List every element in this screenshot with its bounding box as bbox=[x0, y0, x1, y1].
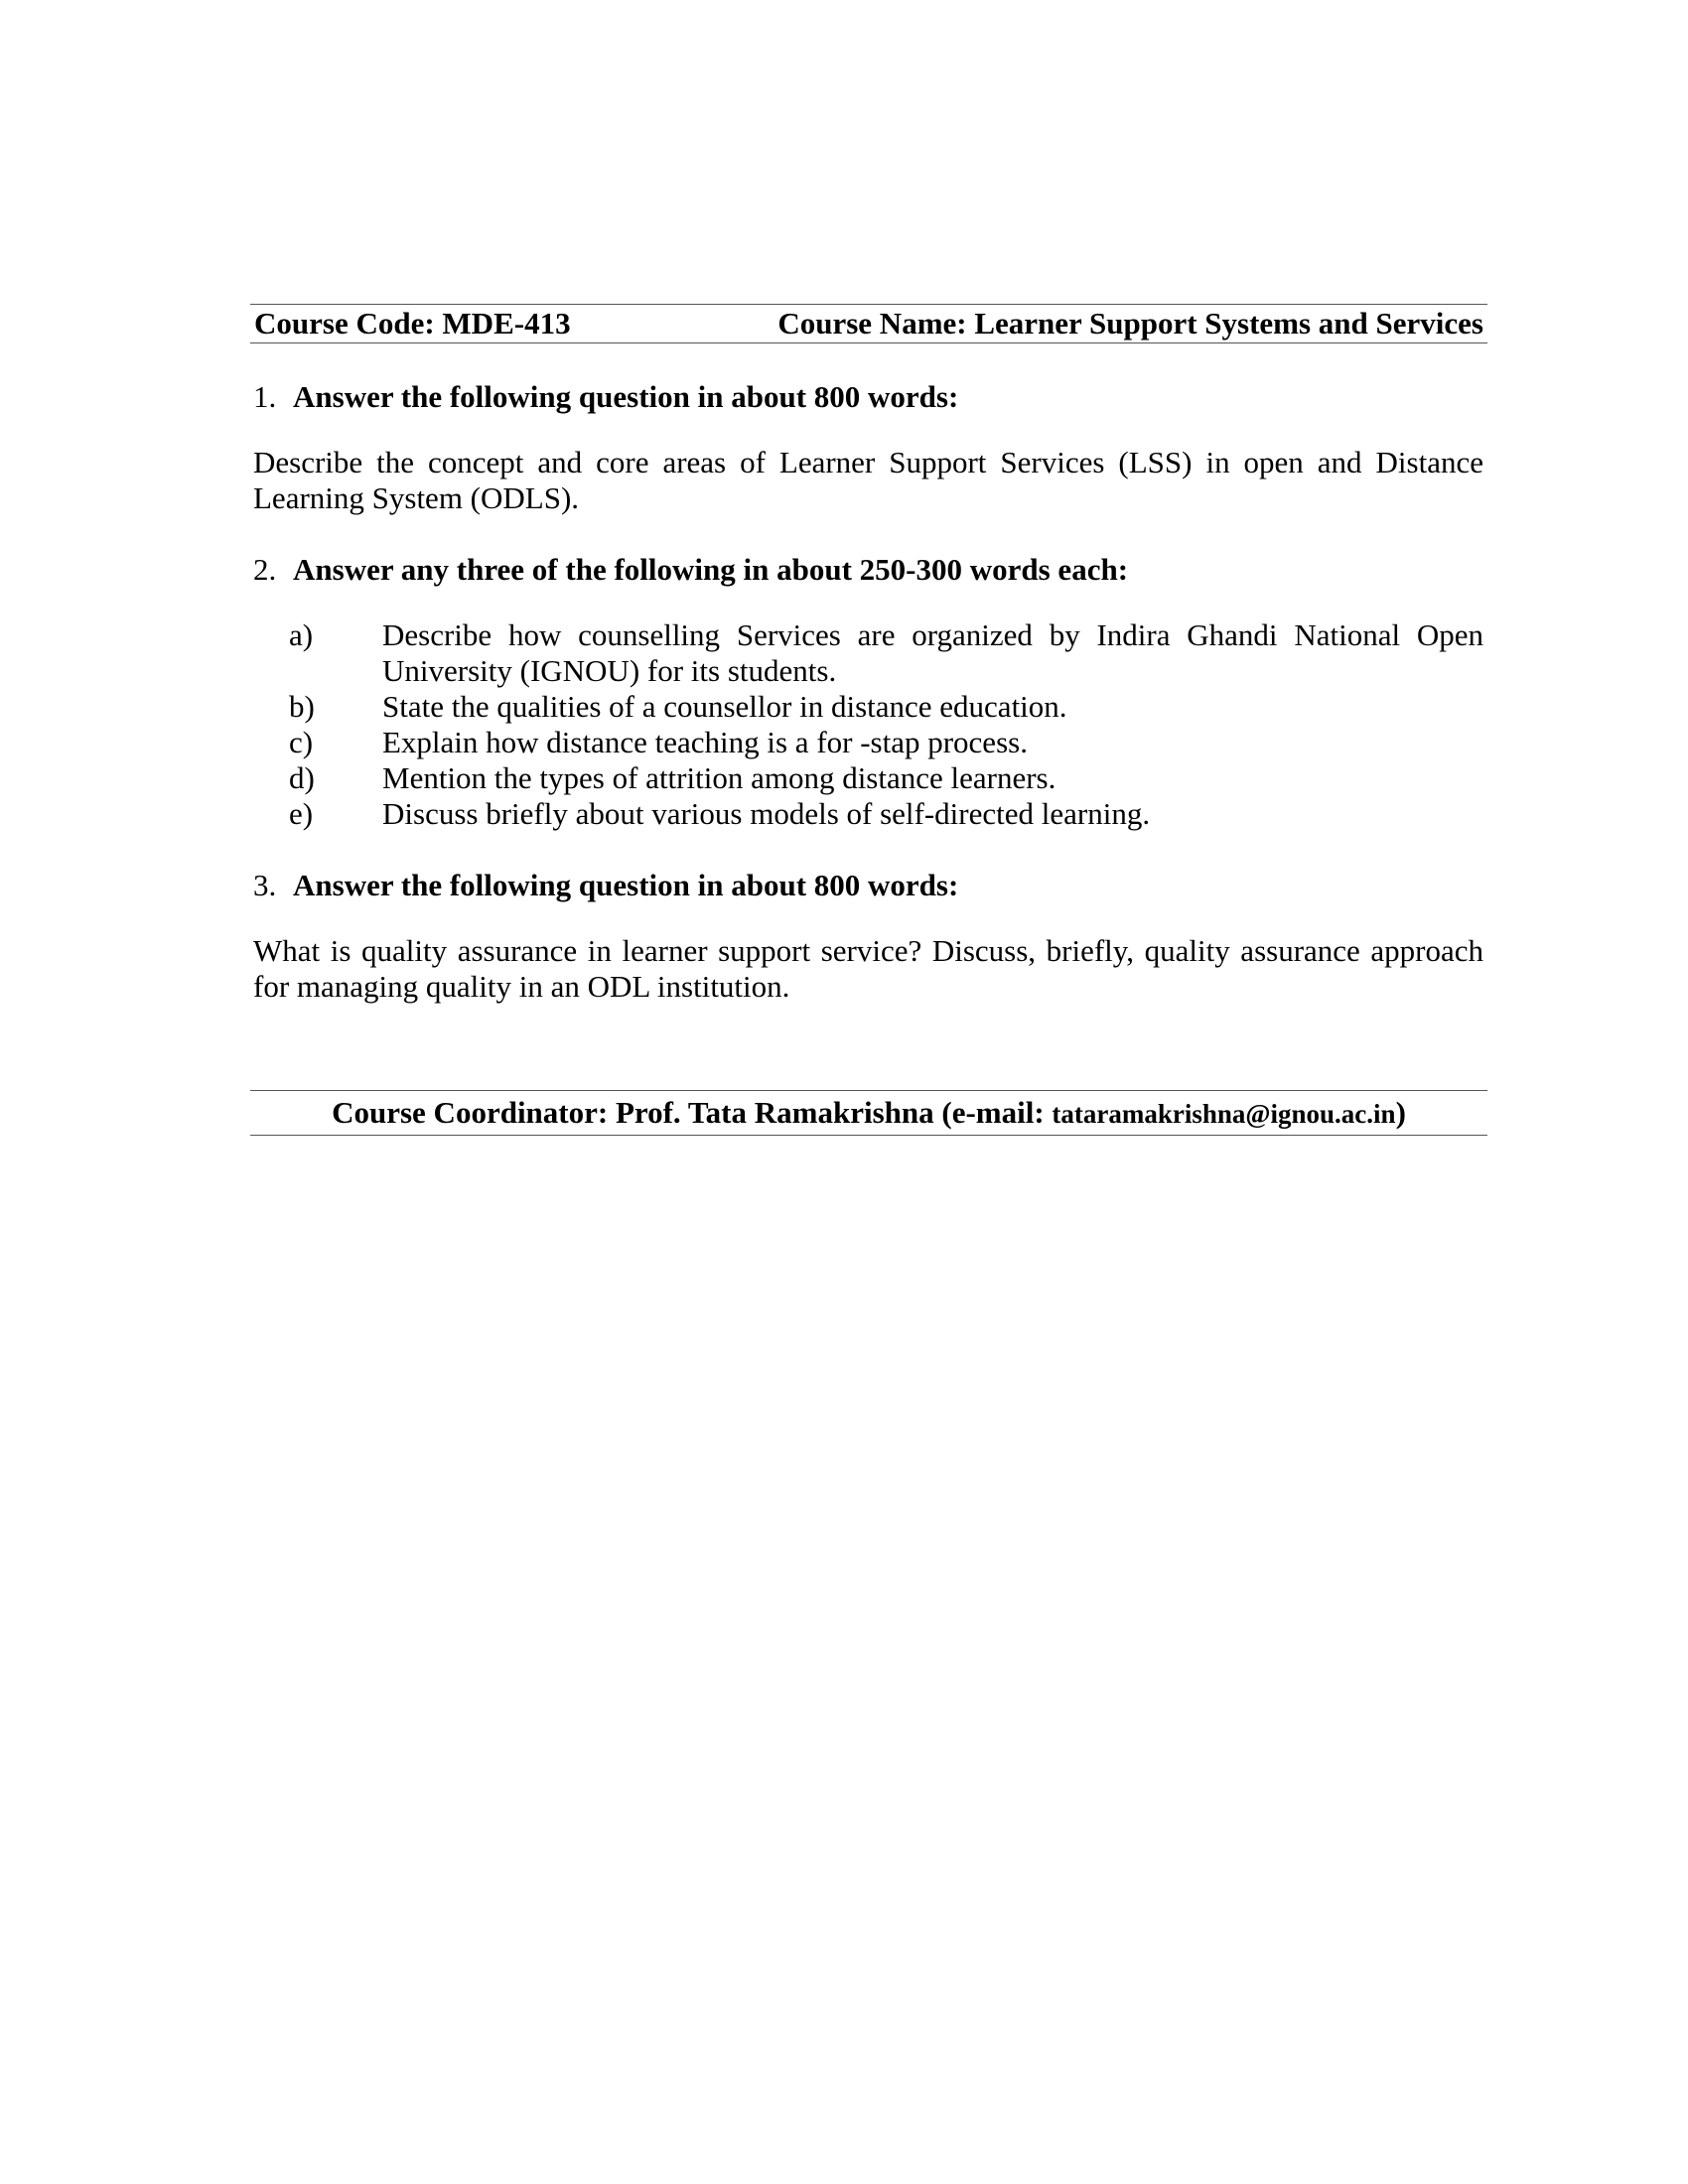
question-number: 1. bbox=[253, 379, 277, 414]
course-name: Course Name: Learner Support Systems and Services bbox=[777, 306, 1483, 341]
sub-question-a bbox=[250, 617, 1487, 689]
course-header bbox=[250, 304, 1487, 343]
assignment-page bbox=[250, 304, 1487, 1005]
sub-question-text: Describe how counselling Services are organized by Indira Ghandi National Open University (IGNOU) for its students. bbox=[382, 617, 1483, 688]
sub-question-letter: b) bbox=[289, 689, 315, 724]
question-3-heading bbox=[250, 868, 1487, 903]
question-instruction: Answer any three of the following in about 250-300 words each: bbox=[293, 552, 1129, 587]
question-instruction: Answer the following question in about 800 words: bbox=[293, 868, 959, 902]
sub-question-text: State the qualities of a counsellor in distance education. bbox=[382, 689, 1067, 724]
sub-question-letter: d) bbox=[289, 760, 315, 795]
course-code: Course Code: MDE-413 bbox=[254, 306, 571, 341]
sub-question-letter: c) bbox=[289, 725, 314, 759]
question-2-heading bbox=[250, 552, 1487, 588]
question-number: 2. bbox=[253, 552, 277, 587]
question-1-body: Describe the concept and core areas of Learner Support Services (LSS) in open and Distance Learning System (ODLS). bbox=[253, 445, 1483, 515]
sub-question-text: Discuss briefly about various models of self-directed learning. bbox=[382, 796, 1151, 831]
coordinator-label: Course Coordinator: Prof. Tata Ramakrishna (e-mail: tataramakrishna@ignou.ac.in) bbox=[332, 1095, 1406, 1130]
sub-question-letter: e) bbox=[289, 796, 314, 831]
question-2-sub-list bbox=[250, 617, 1487, 832]
question-number: 3. bbox=[253, 868, 277, 902]
sub-question-text: Mention the types of attrition among distance learners. bbox=[382, 760, 1056, 795]
sub-question-d bbox=[250, 760, 1487, 796]
sub-question-text: Explain how distance teaching is a for -stap process. bbox=[382, 725, 1028, 759]
course-coordinator-footer bbox=[250, 1090, 1487, 1136]
coordinator-email: tataramakrishna@ignou.ac.in bbox=[1052, 1099, 1396, 1129]
question-instruction: Answer the following question in about 800 words: bbox=[293, 379, 959, 414]
sub-question-c bbox=[250, 725, 1487, 760]
sub-question-letter: a) bbox=[289, 617, 314, 652]
question-3-body: What is quality assurance in learner support service? Discuss, briefly, quality assurance approach for managing quality in an ODL institution. bbox=[253, 933, 1483, 1004]
sub-question-b bbox=[250, 689, 1487, 725]
sub-question-e bbox=[250, 796, 1487, 832]
question-1-heading bbox=[250, 379, 1487, 415]
